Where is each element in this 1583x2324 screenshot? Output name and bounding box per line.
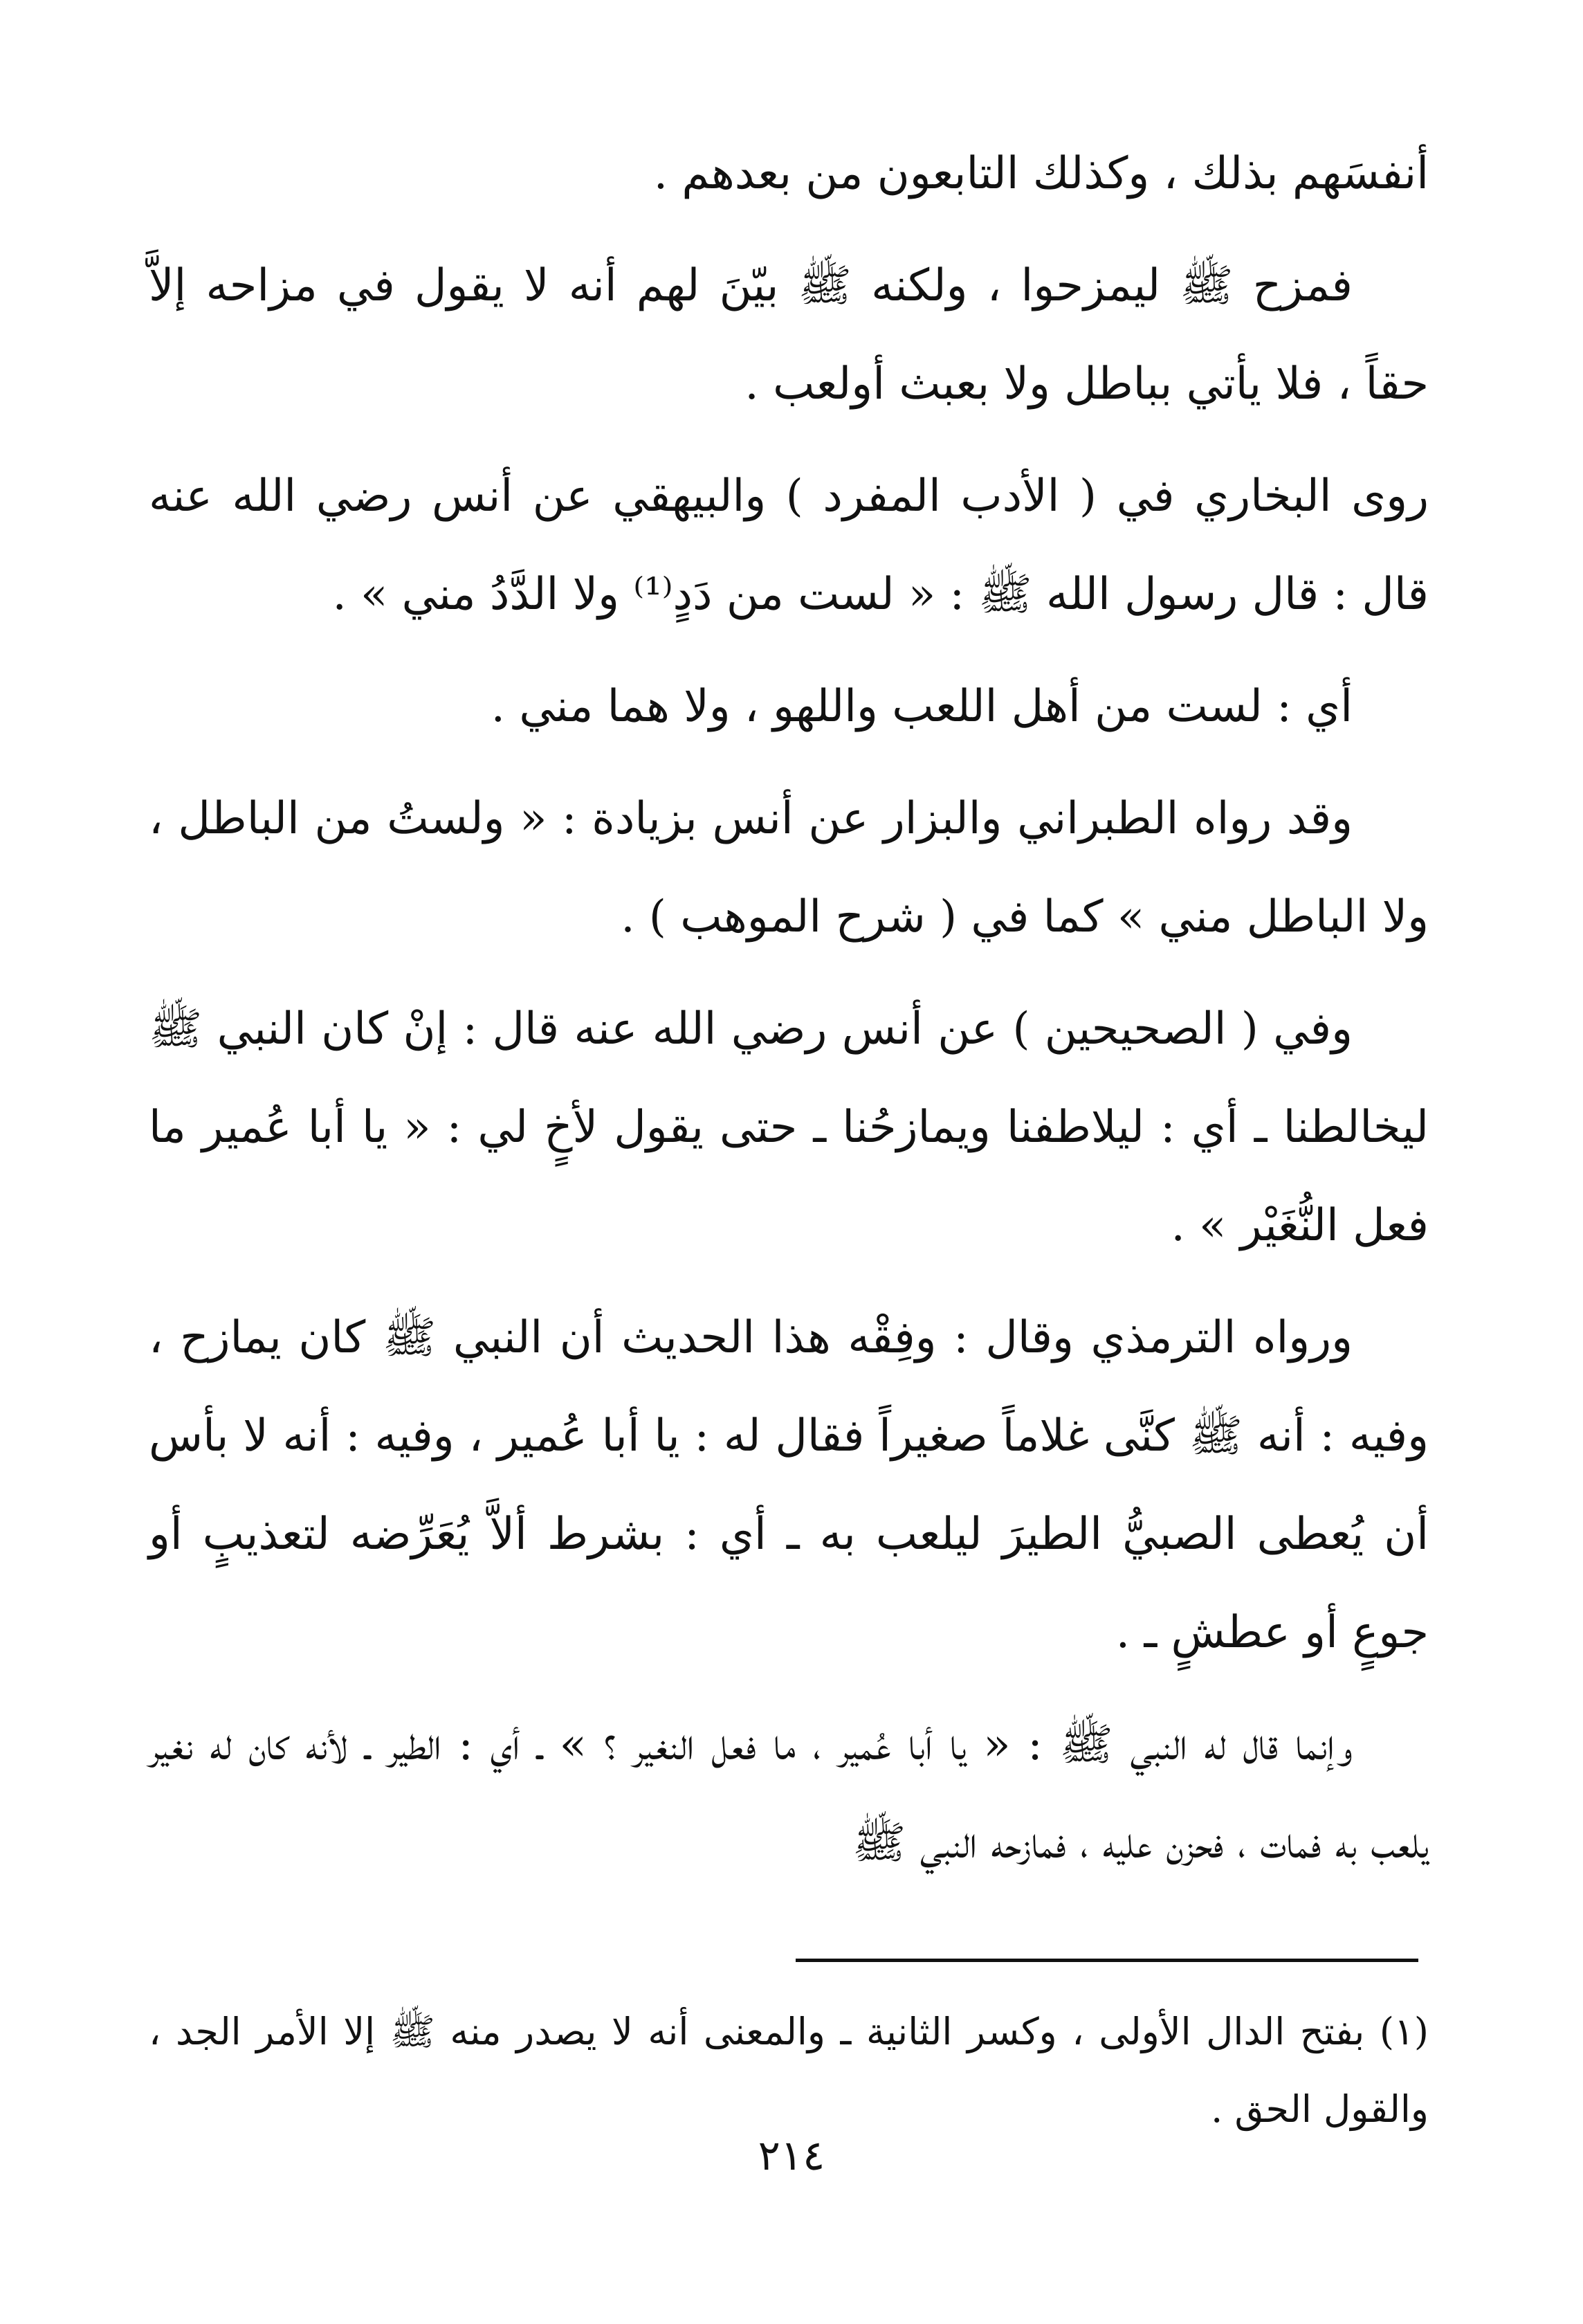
- paragraph-4: أي : لست من أهل اللعب واللهو ، ولا هما مني .: [491, 681, 1353, 732]
- paragraph-1: أنفسَهم بذلك ، وكذلك التابعون من بعدهم .: [653, 148, 1429, 199]
- main-text: [149, 125, 1429, 1906]
- paragraph-6: وفي ( الصحيحين ) عن أنس رضي الله عنه قال : إنْ كان النبي ﷺ ليخالطنا ـ أي : ليلاطفنا ويمازحُنا ـ حتى يقول لأخٍ لي : « يا أبا عُمير ما فعل النُّغَيْر » .: [149, 1004, 1429, 1251]
- paragraph-3: روى البخاري في ( الأدب المفرد ) والبيهقي عن أنس رضي الله عنه قال : قال رسول الله ﷺ : « لست من دَدٍ⁽¹⁾ ولا الدَّدُ مني » .: [149, 471, 1429, 620]
- paragraph-2: فمزح ﷺ ليمزحوا ، ولكنه ﷺ بيّنَ لهم أنه لا يقول في مزاحه إلاَّ حقاً ، فلا يأتي بباطل ولا بعبث أولعب .: [149, 260, 1429, 410]
- paragraph-7: ورواه الترمذي وقال : وفِقْه هذا الحديث أن النبي ﷺ كان يمازح ، وفيه : أنه ﷺ كنَّى غلاماً صغيراً فقال له : يا أبا عُمير ، وفيه : أنه لا بأس أن يُعطى الصبيُّ الطيرَ ليلعب به ـ أي : بشرط ألاَّ يُعَرِّضه لتعذيبٍ أو جوعٍ أو عطشٍ ـ .: [149, 1312, 1429, 1658]
- footnote-1: (١) بفتح الدال الأولى ، وكسر الثانية ـ والمعنى أنه لا يصدر منه ﷺ إلا الأمر الجد ، والقول الحق .: [149, 2010, 1429, 2131]
- paragraph-5: وقد رواه الطبراني والبزار عن أنس بزيادة : « ولستُ من الباطل ، ولا الباطل مني » كما في ( شرح الموهب ) .: [149, 793, 1429, 943]
- footnote-divider: [796, 1959, 1418, 1962]
- paragraph-8: وإنما قال له النبي ﷺ : « يا أبا عُمير ، ما فعل النغير ؟ » ـ أي : الطير ـ لأنه كان له نغير يلعب به فمات ، فحزن عليه ، فمازحه النبي ﷺ: [149, 1719, 1429, 1869]
- footnotes: [149, 1993, 1429, 2148]
- page-number: ٢١٤: [758, 2132, 825, 2180]
